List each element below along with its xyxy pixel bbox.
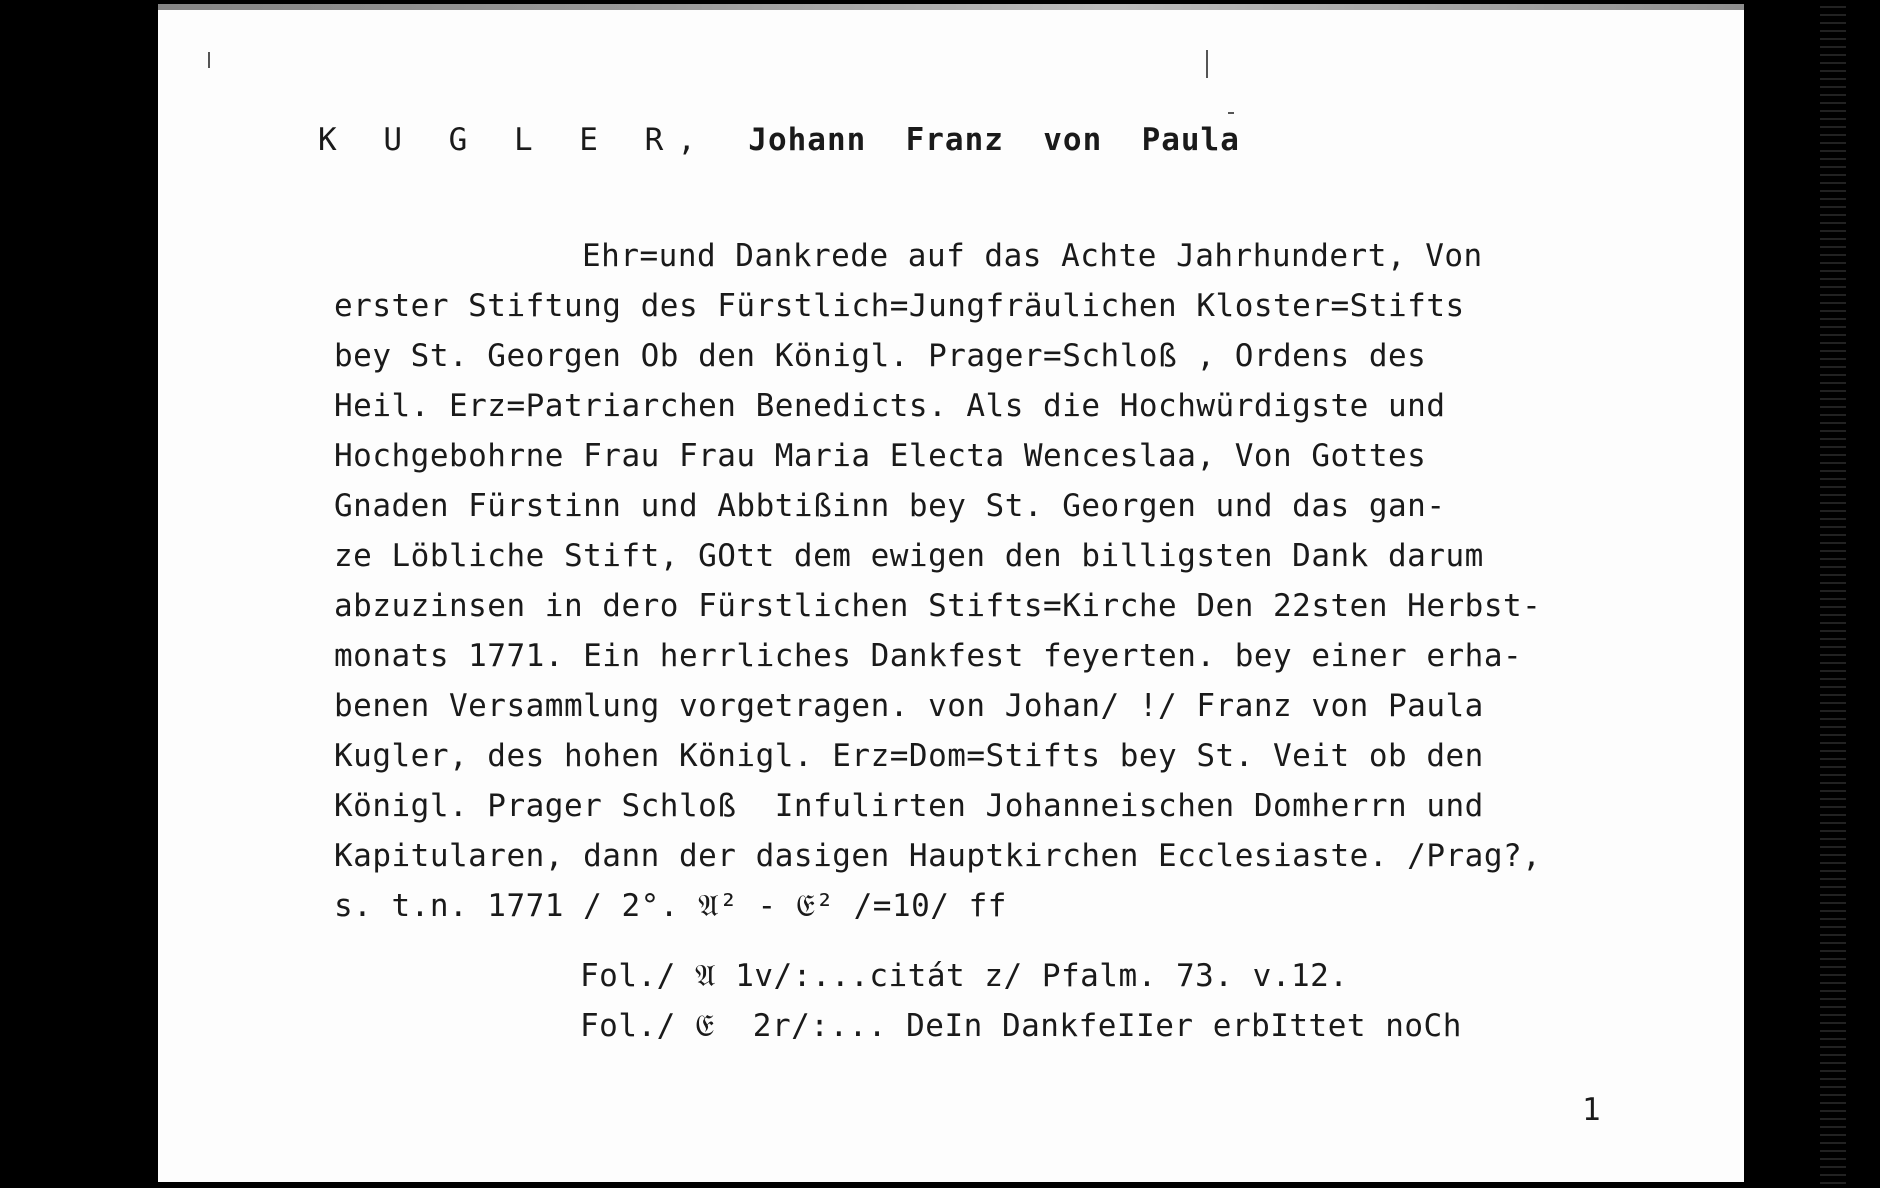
page-number: 1	[1582, 1092, 1602, 1128]
card-top-edge	[158, 4, 1744, 10]
body-line: monats 1771. Ein herrliches Dankfest feyerten. bey einer erha-	[334, 638, 1523, 674]
body-line: Gnaden Fürstinn und Abbtißinn bey St. Georgen und das gan-	[334, 488, 1446, 524]
body-line: bey St. Georgen Ob den Königl. Prager=Schloß , Ordens des	[334, 338, 1427, 374]
body-line: Kugler, des hohen Königl. Erz=Dom=Stifts bey St. Veit ob den	[334, 738, 1484, 774]
body-line: Königl. Prager Schloß Infulirten Johanneischen Domherrn und	[334, 788, 1484, 824]
body-line: Kapitularen, dann der dasigen Hauptkirchen Ecclesiaste. /Prag?,	[334, 838, 1542, 874]
body-line: abzuzinsen in dero Fürstlichen Stifts=Kirche Den 22sten Herbst-	[334, 588, 1542, 624]
body-line: erster Stiftung des Fürstlich=Jungfräulichen Kloster=Stifts	[334, 288, 1465, 324]
body-line: benen Versammlung vorgetragen. von Johan/ !/ Franz von Paula	[334, 688, 1484, 724]
body-line: ze Löbliche Stift, GOtt dem ewigen den billigsten Dank darum	[334, 538, 1484, 574]
author-given-names: Johann Franz von Paula	[748, 122, 1240, 158]
collation-line: s. t.n. 1771 / 2°. 𝔄² - 𝔈² /=10/ ff	[334, 888, 1007, 924]
body-line: Heil. Erz=Patriarchen Benedicts. Als die Hochwürdigste und	[334, 388, 1446, 424]
body-line: Ehr=und Dankrede auf das Achte Jahrhundert, Von	[582, 238, 1483, 274]
body-line: Hochgebohrne Frau Frau Maria Electa Wenceslaa, Von Gottes	[334, 438, 1427, 474]
stray-mark	[208, 52, 210, 68]
stray-mark	[1228, 112, 1234, 114]
stray-mark	[1206, 50, 1208, 78]
folio-reference: Fol./ 𝔈 2r/:... DeIn DankfeIIer erbIttet noCh	[580, 1008, 1462, 1044]
film-edge-strip	[1820, 0, 1846, 1188]
folio-reference: Fol./ 𝔄 1v/:...citát z/ Pfalm. 73. v.12.	[580, 958, 1349, 994]
author-surname: K U G L E R,	[318, 122, 710, 158]
card-heading	[318, 122, 1240, 158]
